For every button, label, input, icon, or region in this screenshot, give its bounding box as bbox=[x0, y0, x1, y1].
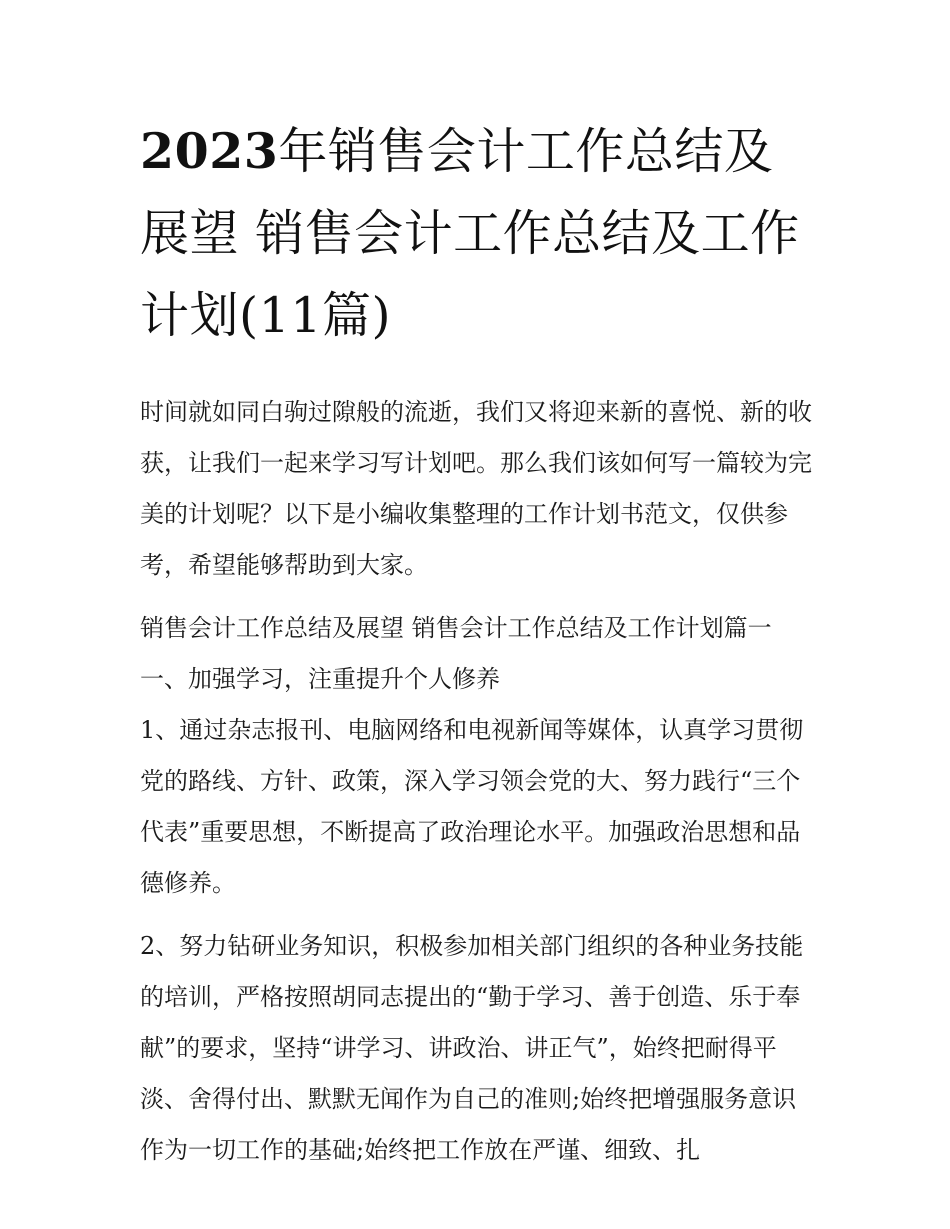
section-heading: 销售会计工作总结及展望 销售会计工作总结及工作计划篇一 bbox=[140, 614, 772, 642]
intro-paragraph: 时间就如同白驹过隙般的流逝，我们又将迎来新的喜悦、新的收获，让我们一起来学习写计划吧。那么我们该如何写一篇较为完美的计划呢？以下是小编收集整理的工作计划书范文，仅供参考，希望能够帮助到大家。 bbox=[140, 398, 812, 579]
subsection-heading: 一、加强学习，注重提升个人修养 bbox=[140, 665, 500, 693]
document-title bbox=[140, 110, 820, 357]
document-body bbox=[140, 387, 820, 1176]
document-content bbox=[140, 110, 820, 1176]
body-paragraph: 2、努力钻研业务知识，积极参加相关部门组织的各种业务技能的培训，严格按照胡同志提出的“勤于学习、善于创造、乐于奉献”的要求，坚持“讲学习、讲政治、讲正气”，始终把耐得平淡、舍得付出、默默无闻作为自己的准则;始终把增强服务意识作为一切工作的基础;始终把工作放在严谨、细致、扎 bbox=[140, 932, 804, 1164]
body-paragraph: 1、通过杂志报刊、电脑网络和电视新闻等媒体，认真学习贯彻党的路线、方针、政策，深入学习领会党的大、努力践行“三个代表”重要思想，不断提高了政治理论水平。加强政治思想和品德修养。 bbox=[140, 716, 804, 897]
title-year: 2023 bbox=[140, 122, 279, 180]
title-text: 年销售会计工作总结及展望 销售会计工作总结及工作计划(11篇) bbox=[140, 123, 800, 344]
